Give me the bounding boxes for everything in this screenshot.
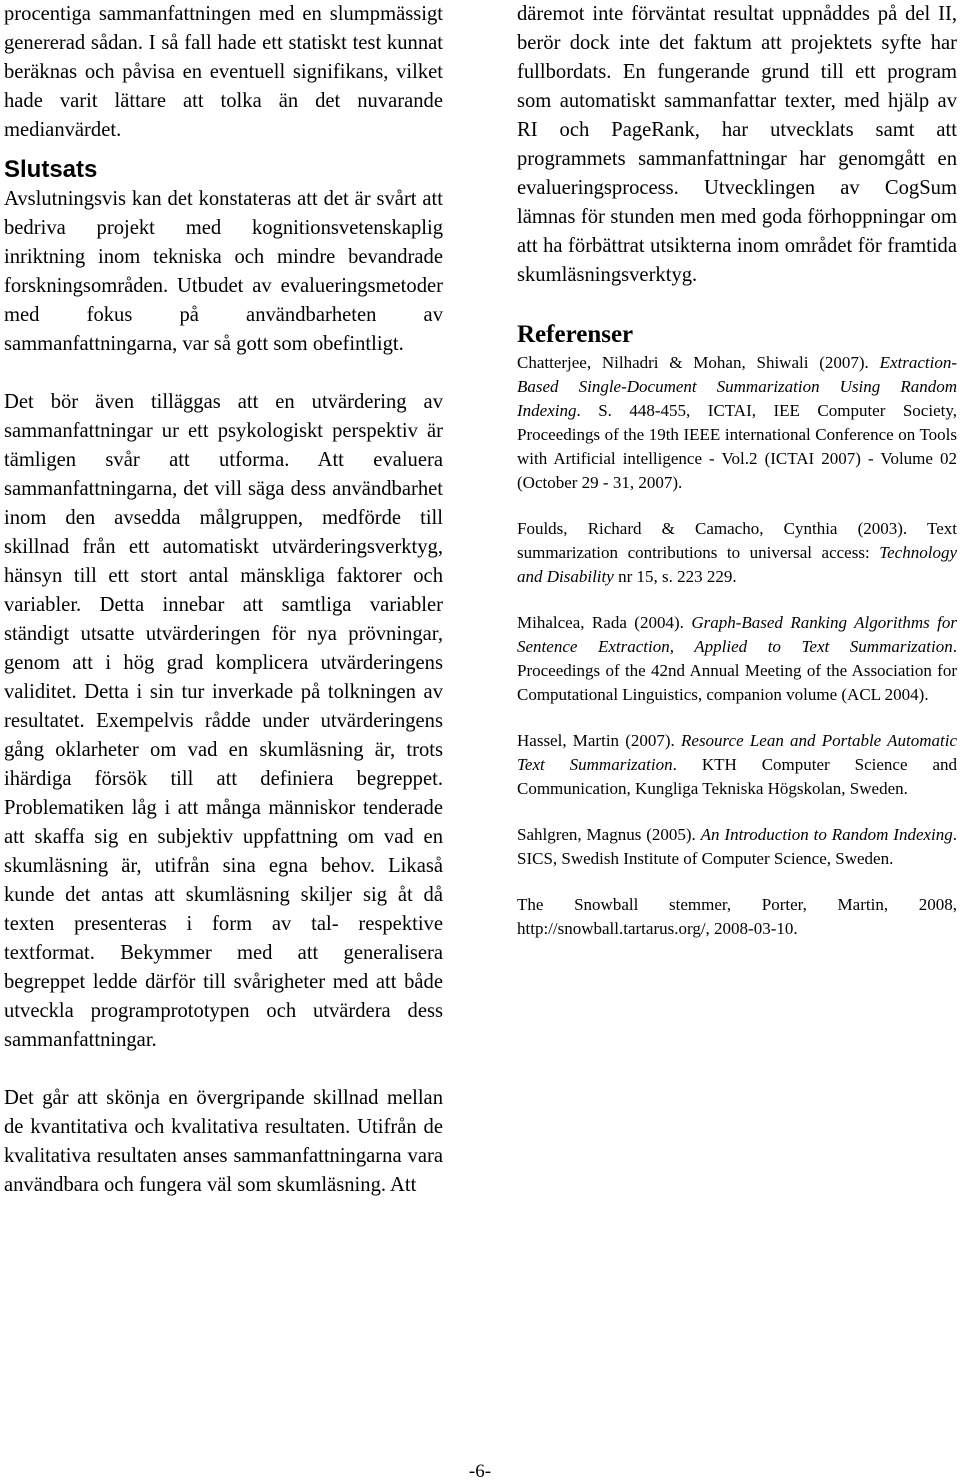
reference-item: The Snowball stemmer, Porter, Martin, 2008, http://snowball.tartarus.org/, 2008-03-10. — [517, 895, 957, 938]
reference-item: Foulds, Richard & Camacho, Cynthia (2003). Text summarization contributions to universal access: Technology and Disability nr 15, s. 223 229. — [517, 519, 957, 586]
reference-item: Sahlgren, Magnus (2005). An Introduction to Random Indexing. SICS, Swedish Institute of Computer Science, Sweden. — [517, 825, 958, 868]
reference-item: Chatterjee, Nilhadri & Mohan, Shiwali (2007). Extraction-Based Single-Document Summarization Using Random Indexing. S. 448-455, ICTAI, IEE Computer Society, Proceedings of the 19th IEEE international Conference on Tools with Artificial intelligence - Vol.2 (ICTAI 2007) - Volume 02 (October 29 - 31, 2007). — [517, 353, 957, 492]
intro-paragraph: procentiga sammanfattningen med en slumpmässigt genererad sådan. I så fall hade ett statiskt test kunnat beräknas och påvisa en eventuell signifikans, vilket hade varit lättare att tolka än det nuvarande medianvärdet. — [4, 3, 443, 141]
conclusion-paragraph-2: Det bör även tilläggas att en utvärdering av sammanfattningar ur ett psykologiskt perspektiv är tämligen svår att utforma. Att evaluera sammanfattningarna, det vill säga dess användbarhet inom den avsedda målgruppen, medförde till skillnad från ett automatiskt utvärderingsverktyg, hänsyn till ett stort antal mänskliga faktorer och variabler. Detta innebar att samtliga variabler ständigt utsatte utvärderingen för nya prövningar, genom att i hög grad komplicera utvärderingens validitet. Detta i sin tur inverkade på tolkningen av resultatet. Exempelvis rådde under utvärderingens gång oklarheter om vad en skumläsning är, trots ihärdiga försök till att definiera begreppet. Problematiken låg i att många människor tenderade att skaffa sig en subjektiv uppfattning om vad en skumläsning är, utifrån sina egna behov. Likaså kunde det antas att skumläsning skiljer sig åt då texten presenteras i form av tal- respektive textformat. Bekymmer med att generalisera begreppet ledde därför till svårigheter med att både utveckla programprototypen och utvärdera dess sammanfattningar. — [4, 391, 443, 1051]
left-column — [4, 0, 443, 1200]
page-number: -6- — [468, 1461, 492, 1482]
reference-list — [517, 351, 957, 941]
conclusion-paragraph-3: Det går att skönja en övergripande skillnad mellan de kvantitativa och kvalitativa resultaten. Utifrån de kvalitativa resultaten anses sammanfattningarna vara användbara och fungera väl som skumläsning. Att — [4, 1087, 443, 1196]
section-heading-slutsats: Slutsats — [4, 156, 98, 183]
right-column — [517, 0, 957, 941]
right-paragraph-1: däremot inte förväntat resultat uppnåddes på del II, berör dock inte det faktum att projektets syfte har fullbordats. En fungerande grund till ett program som automatiskt sammanfattar texter, med hjälp av RI och PageRank, har utvecklats samt att programmets sammanfattningar har genomgått en evalueringsprocess. Utvecklingen av CogSum lämnas för stunden men med goda förhoppningar om att ha förbättrat utsikterna inom området för framtida skumläsningsverktyg. — [517, 3, 957, 286]
section-heading-referenser: Referenser — [517, 321, 634, 348]
conclusion-paragraph-1: Avslutningsvis kan det konstateras att det är svårt att bedriva projekt med kognitionsvetenskaplig inriktning inom tekniska och mindre bevandrade forskningsområden. Utbudet av evalueringsmetoder med fokus på användbarheten av sammanfattningarna, var så gott som obefintligt. — [4, 188, 443, 355]
reference-item: Mihalcea, Rada (2004). Graph-Based Ranking Algorithms for Sentence Extraction, Applied to Text Summarization. Proceedings of the 42nd Annual Meeting of the Association for Computational Linguistics, companion volume (ACL 2004). — [517, 613, 957, 704]
reference-item: Hassel, Martin (2007). Resource Lean and Portable Automatic Text Summarization. KTH Computer Science and Communication, Kungliga Tekniska Högskolan, Sweden. — [517, 731, 957, 798]
